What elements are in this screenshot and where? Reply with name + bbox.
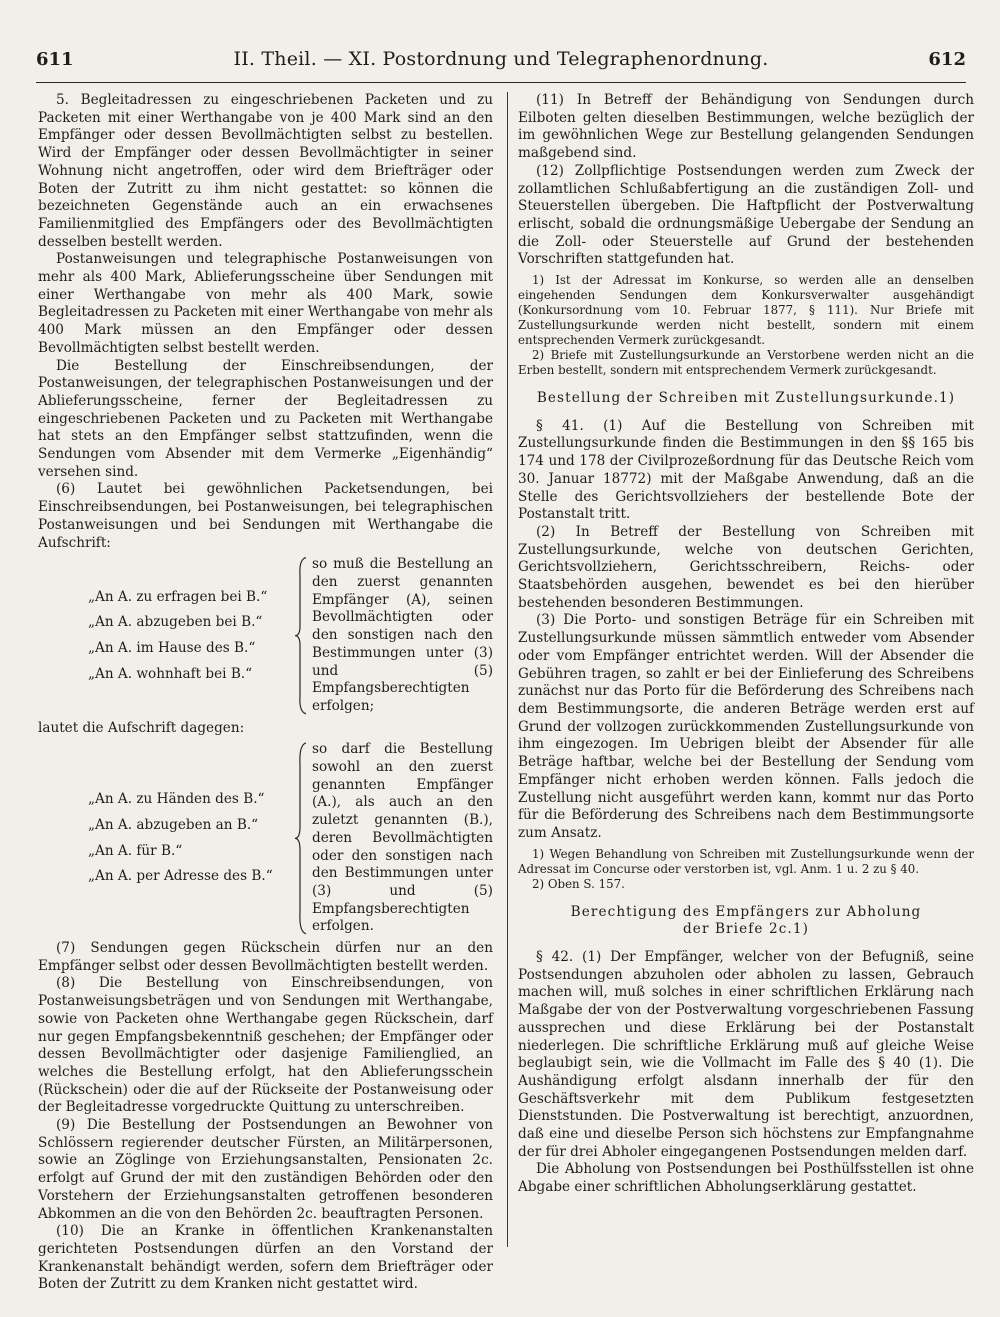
bracket-result: so muß die Bestellung an den zuerst genannten Empfänger (A), seinen Bevollmächtigten oder den sonstigen nach den Bestimmungen unter (3) und (5) Empfangsberechtigten erfolgen; — [312, 556, 493, 714]
footnote: 1) Ist der Adressat im Konkurse, so werden alle an denselben eingehenden Sendungen dem Konkursverwalter ausgehändigt (Konkursordnung vom 10. Februar 1877, § 111). Nur Briefe mit Zustellungsurkunde werden nicht bestellt, sondern mit einem entsprechenden Vermerk zurückgesandt. — [518, 273, 974, 348]
paragraph: Postanweisungen und telegraphische Postanweisungen von mehr als 400 Mark, Ablieferungsscheine über Sendungen mit einer Werthangabe von mehr als 400 Mark, sowie Begleitadressen zu Packeten mit einer Werthangabe von mehr als 400 Mark müssen an den Empfänger oder dessen Bevollmächtigten selbst bestellt werden. — [38, 251, 493, 356]
header-rule — [36, 82, 966, 83]
address-example: „An A. im Hause des B.“ — [88, 639, 256, 656]
address-example: „An A. zu Händen des B.“ — [88, 791, 265, 808]
address-example: „An A. abzugeben bei B.“ — [88, 614, 263, 631]
address-example: „An A. für B.“ — [88, 842, 183, 859]
paragraph: 5. Begleitadressen zu eingeschriebenen Packeten und zu Packeten mit einer Werthangabe von je 400 Mark sind an den Empfänger oder dessen Bevollmächtigten selbst zu bestellen. Wird der Empfänger oder dessen Bevollmächtigter in seiner Wohnung nicht angetroffen, oder wird dem Briefträger oder Boten der Zutritt zu ihm nicht gestattet: so können die bezeichneten Gegenstände auch an ein erwachsenes Familienmitglied des Empfängers oder des Bevollmächtigten desselben bestellt werden. — [38, 92, 493, 250]
bracket-result: so darf die Bestellung sowohl an den zuerst genannten Empfänger (A.), als auch an den zuletzt genannten (B.), deren Bevollmächtigten oder den sonstigen nach den Bestimmungen unter (3) und (5) Empfangsberechtigten erfolgen. — [312, 741, 493, 935]
paragraph: (12) Zollpflichtige Postsendungen werden zum Zweck der zollamtlichen Schlußabfertigung an die zuständigen Zoll- und Steuerstellen übergeben. Die Haftpflicht der Postverwaltung erlischt, sobald die ordnungsmäßige Uebergabe der Sendung an die Zoll- oder Steuerstelle auf Grund der bestehenden Vorschriften stattgefunden hat. — [518, 162, 974, 268]
address-examples-group-2 — [38, 741, 493, 936]
curly-brace — [294, 741, 308, 936]
running-title: II. Theil. — XI. Postordnung und Telegraphenordnung. — [233, 48, 769, 70]
left-column — [38, 92, 493, 1294]
address-example: „An A. zu erfragen bei B.“ — [88, 588, 268, 605]
paragraph: (7) Sendungen gegen Rückschein dürfen nur an den Empfänger selbst oder dessen Bevollmächtigten bestellt werden. — [38, 940, 493, 974]
section-heading-line: der Briefe 2c.1) — [683, 921, 809, 938]
paragraph: (8) Die Bestellung von Einschreibsendungen, von Postanweisungsbeträgen und von Sendungen mit Werthangabe, sowie von Packeten ohne Werthangabe gegen Rückschein, darf nur gegen Empfangsbekenntniß geschehen; der Empfänger oder dessen Bevollmächtigter oder dasjenige Familienglied, an welches die Bestellung erfolgt, hat den Ablieferungsschein (Rückschein) oder die auf der Rückseite der Postanweisung oder der Begleitadresse vorgedruckte Quittung zu unterschreiben. — [38, 975, 493, 1116]
paragraph: § 42. (1) Der Empfänger, welcher von der Befugniß, seine Postsendungen abzuholen oder abholen zu lassen, Gebrauch machen will, muß solches in einer schriftlichen Erklärung nach Maßgabe der von der Postverwaltung vorgeschriebenen Fassung aussprechen und diese Erklärung bei der Postanstalt niederlegen. Die schriftliche Erklärung muß auf gleiche Weise beglaubigt sein, wie die Vollmacht im Falle des § 40 (1). Die Aushändigung erfolgt alsdann innerhalb der für den Geschäftsverkehr mit dem Publikum festgesetzten Dienststunden. Die Postverwaltung ist berechtigt, anzuordnen, daß eine und dieselbe Person sich höchstens zur Empfangnahme der für drei Abholer eingegangenen Postsendungen melden darf. — [518, 949, 974, 1160]
section-heading-line: Berechtigung des Empfängers zur Abholung — [570, 903, 922, 920]
paragraph: (2) In Betreff der Bestellung von Schreiben mit Zustellungsurkunde, welche von deutschen Gerichten, Gerichtsvollziehern, Gerichtsschreibern, Reichs- oder Staatsbehörden ausgehen, bewendet es bei den hierüber bestehenden besonderen Bestimmungen. — [518, 523, 974, 611]
page-number-right: 612 — [928, 49, 966, 70]
page-number-left: 611 — [36, 49, 74, 70]
footnotes — [518, 847, 974, 892]
paragraph: (6) Lautet bei gewöhnlichen Packetsendungen, bei Einschreibsendungen, bei Postanweisungen, bei telegraphischen Postanweisungen und bei Sendungen mit Werthangabe die Aufschrift: — [38, 481, 493, 551]
section-heading — [518, 390, 974, 408]
paragraph: (10) Die an Kranke in öffentlichen Krankenanstalten gerichteten Postsendungen dürfen an den Vorstand der Krankenanstalt behändigt werden, sofern dem Briefträger oder Boten der Zutritt zu dem Kranken nicht gestattet wird. — [38, 1223, 493, 1293]
address-examples — [38, 741, 294, 936]
paragraph: § 41. (1) Auf die Bestellung von Schreiben mit Zustellungsurkunde finden die Bestimmungen in den §§ 165 bis 174 und 178 der Civilprozeßordnung für das Deutsche Reich vom 30. Januar 18772) mit der Maßgabe Anwendung, daß an die Stelle des Gerichtsvollziehers der bestellende Bote der Postanstalt tritt. — [518, 417, 974, 523]
column-divider — [507, 92, 508, 1247]
paragraph: (3) Die Porto- und sonstigen Beträge für ein Schreiben mit Zustellungsurkunde müssen sämmtlich entweder vom Absender oder vom Empfänger entrichtet werden. Will der Absender die Gebühren tragen, so zahlt er bei der Einlieferung des Schreibens zunächst nur das Porto für die Beförderung des Schreibens nach dem Bestimmungsorte, die anderen Beträge werden erst auf Grund der vollzogen zurückkommenden Zustellungsurkunde von ihm eingezogen. Im Uebrigen bleibt der Absender für alle Beträge haftbar, welche bei der Bestellung der Sendung vom Empfänger nicht erhoben werden können. Falls jedoch die Zustellung nicht ausgeführt werden kann, kommt nur das Porto für die Beförderung des Schreibens nach dem Bestimmungsorte zum Ansatz. — [518, 612, 974, 841]
footnotes — [518, 273, 974, 378]
paragraph: Die Abholung von Postsendungen bei Posthülfsstellen ist ohne Abgabe einer schriftlichen Abholungserklärung gestattet. — [518, 1161, 974, 1196]
footnote: 1) Wegen Behandlung von Schreiben mit Zustellungsurkunde wenn der Adressat im Concurse oder verstorben ist, vgl. Anm. 1 u. 2 zu § 40. — [518, 846, 974, 876]
paragraph: (9) Die Bestellung der Postsendungen an Bewohner von Schlössern regierender deutscher Fürsten, an Militärpersonen, sowie an Zöglinge von Erziehungsanstalten, Pensionaten 2c. erfolgt auf Grund der mit den zuständigen Behörden oder den Vorstehern der Erziehungsanstalten getroffenen besonderen Abkommen an die von den Behörden 2c. beauftragten Personen. — [38, 1117, 493, 1222]
paragraph: lautet die Aufschrift dagegen: — [38, 719, 245, 736]
section-heading — [518, 904, 974, 939]
address-example: „An A. abzugeben an B.“ — [88, 816, 259, 833]
footnote: 2) Oben S. 157. — [532, 876, 625, 891]
address-examples-group-1 — [38, 556, 493, 715]
section-heading-text: Bestellung der Schreiben mit Zustellungsurkunde.1) — [536, 390, 956, 407]
address-example: „An A. wohnhaft bei B.“ — [88, 665, 253, 682]
address-example: „An A. per Adresse des B.“ — [88, 868, 273, 885]
footnote: 2) Briefe mit Zustellungsurkunde an Verstorbene werden nicht an die Erben bestellt, sondern mit entsprechendem Vermerk zurückgesandt. — [518, 348, 974, 378]
paragraph: (11) In Betreff der Behändigung von Sendungen durch Eilboten gelten dieselben Bestimmungen, welche bezüglich der im gewöhnlichen Wege zur Bestellung gelangenden Sendungen maßgebend sind. — [518, 92, 974, 162]
paragraph: Die Bestellung der Einschreibsendungen, der Postanweisungen, der telegraphischen Postanweisungen und der Ablieferungsscheine, ferner der Begleitadressen zu eingeschriebenen Packeten und zu Packeten mit Werthangabe hat stets an den Empfänger selbst stattzufinden, wenn die Sendungen vom Absender mit dem Vermerke „Eigenhändig“ versehen sind. — [38, 357, 493, 480]
curly-brace — [294, 556, 308, 715]
right-column — [518, 92, 974, 1197]
running-header — [36, 48, 966, 78]
address-examples — [38, 556, 294, 715]
